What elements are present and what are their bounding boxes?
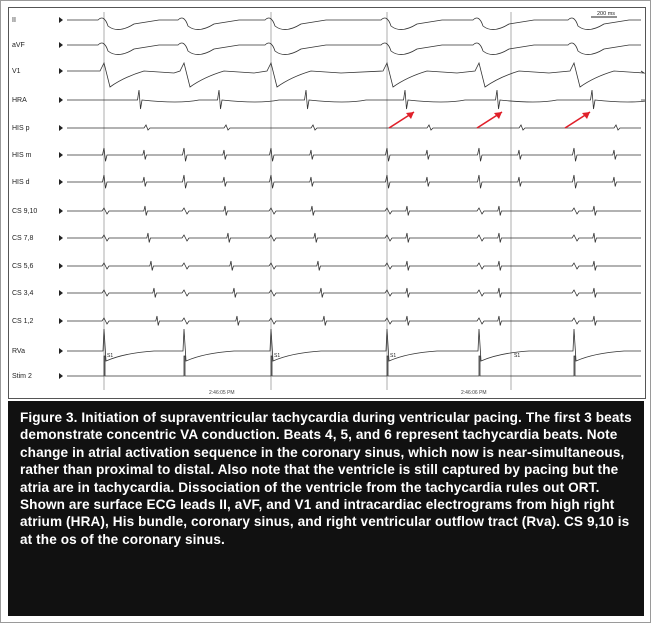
lead-marker-ii bbox=[59, 17, 63, 23]
lead-label-ii: II bbox=[12, 17, 16, 24]
trace-hism bbox=[67, 148, 641, 161]
lead-marker-cs56 bbox=[59, 263, 63, 269]
figure-caption bbox=[8, 401, 644, 616]
lead-marker-cs34 bbox=[59, 290, 63, 296]
stim-marker: S1 bbox=[390, 353, 397, 359]
lead-label-cs910: CS 9,10 bbox=[12, 208, 38, 215]
lead-label-cs78: CS 7,8 bbox=[12, 235, 34, 242]
stim-marker: S1 bbox=[514, 353, 521, 359]
lead-label-rva: RVa bbox=[12, 348, 25, 355]
caption-title: Figure 3. Initiation of supraventricular tachycardia during ventricular pacing. bbox=[20, 410, 522, 425]
lead-label-hisd: HIS d bbox=[12, 179, 30, 186]
scale-label: 200 ms bbox=[597, 11, 616, 17]
trace-cs12 bbox=[67, 316, 641, 326]
trace-cs78 bbox=[67, 233, 641, 243]
lead-marker-cs78 bbox=[59, 235, 63, 241]
lead-marker-hisd bbox=[59, 179, 63, 185]
lead-marker-hism bbox=[59, 152, 63, 158]
lead-label-hisp: HIS p bbox=[12, 125, 30, 132]
caption-body: The first 3 beats demonstrate concentric VA conduction. Beats 4, 5, and 6 represent tachycardia beats. Note change in atrial activation sequence in the coronary sinus, which now is near-simultaneous, rather than proximal to distal. Also note that the ventricle is still captured by pacing but the atria are in tachycardia. Dissociation of the ventricle from the tachycardia rules out ORT. Shown are surface ECG leads II, aVF, and V1 and intracardiac electrograms from high right atrium (HRA), His bundle, coronary sinus, and right ventricular outflow tract (Rva). CS 9,10 is at the os of the coronary sinus. bbox=[20, 410, 632, 547]
lead-label-hism: HIS m bbox=[12, 152, 32, 159]
stim-marker: S1 bbox=[274, 353, 281, 359]
trace-cs34 bbox=[67, 288, 641, 298]
lead-marker-v1 bbox=[59, 68, 63, 74]
trace-stim2 bbox=[67, 356, 641, 376]
lead-label-stim2: Stim 2 bbox=[12, 373, 32, 380]
trace-avf bbox=[67, 43, 641, 55]
trace-v1 bbox=[67, 63, 644, 87]
ecg-tracing-panel bbox=[8, 7, 646, 399]
lead-label-hra: HRA bbox=[12, 97, 27, 104]
trace-cs910 bbox=[67, 206, 641, 216]
stim-marker: S1 bbox=[107, 353, 114, 359]
trace-hra bbox=[67, 90, 645, 109]
lead-marker-rva bbox=[59, 348, 63, 354]
lead-label-cs12: CS 1,2 bbox=[12, 318, 34, 325]
lead-label-cs34: CS 3,4 bbox=[12, 290, 34, 297]
timestamp: 2:46:06 PM bbox=[461, 390, 487, 396]
trace-hisd bbox=[67, 175, 641, 188]
trace-rva bbox=[67, 329, 641, 361]
trace-cs56 bbox=[67, 261, 641, 271]
lead-marker-hra bbox=[59, 97, 63, 103]
lead-marker-hisp bbox=[59, 125, 63, 131]
lead-label-avf: aVF bbox=[12, 42, 25, 49]
lead-marker-stim2 bbox=[59, 373, 63, 379]
ecg-tracing bbox=[9, 8, 645, 398]
lead-marker-cs12 bbox=[59, 318, 63, 324]
lead-label-cs56: CS 5,6 bbox=[12, 263, 34, 270]
trace-hisp bbox=[67, 125, 641, 130]
lead-marker-cs910 bbox=[59, 208, 63, 214]
trace-ii bbox=[67, 18, 641, 30]
lead-label-v1: V1 bbox=[12, 68, 21, 75]
lead-marker-avf bbox=[59, 42, 63, 48]
timestamp: 2:46:05 PM bbox=[209, 390, 235, 396]
